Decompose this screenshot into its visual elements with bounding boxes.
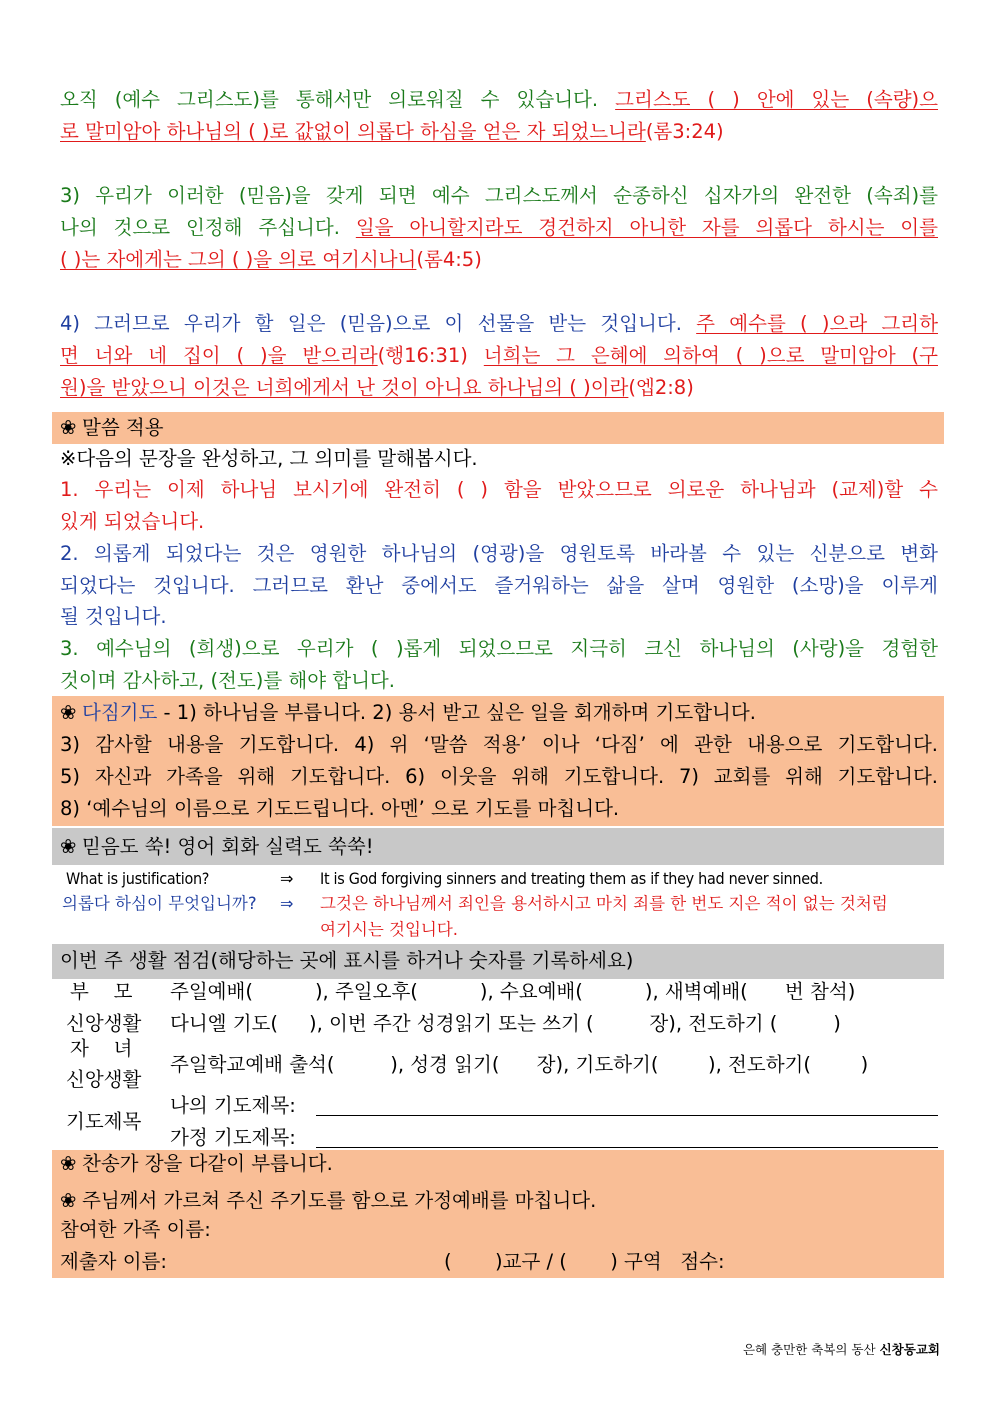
check-children-label: 자 녀 (70, 1037, 133, 1060)
application-item2-line2: 되었다는 것입니다. 그러므로 환난 중에서도 즐거워하는 삶을 살며 영원한 (소망)을 이루게 (60, 574, 938, 597)
p3-line1: 3) 우리가 이러한 (믿음)을 갖게 되면 예수 그리스도께서 순종하신 십자가의 완전한 (속죄)를 (60, 184, 938, 207)
check-children-faith-label: 신앙생활 (66, 1068, 142, 1091)
check-children-faith: 주일학교예배 출석( ), 성경 읽기( 장), 기도하기( ), 전도하기( ) (170, 1053, 869, 1076)
check-parents-worship: 주일예배( ), 주일오후( ), 수요예배( ), 새벽예배( 번 참석) (170, 980, 856, 1003)
flower-icon: ❀ (60, 1189, 77, 1212)
flower-icon: ❀ (60, 835, 77, 858)
check-heading: 이번 주 생활 점검(해당하는 곳에 표시를 하거나 숫자를 기록하세요) (60, 949, 634, 972)
prayer-line1: ❀ 다짐기도 - 1) 하나님을 부릅니다. 2) 용서 받고 싶은 일을 회개하며 기도합니다. (60, 697, 938, 729)
application-item1-line1: 1. 우리는 이제 하나님 보시기에 완전히 ( ) 함을 받았으므로 의로운 하나님과 (교제)할 수 (60, 478, 938, 501)
church-name: 신창동교회 (879, 1342, 940, 1357)
my-prayer-field[interactable] (316, 1115, 938, 1116)
prayer-line4: 8) ‘예수님의 이름으로 기도드립니다. 아멘’ 으로 기도를 마칩니다. (60, 797, 620, 820)
application-item3-line1: 3. 예수님의 (희생)으로 우리가 ( )롭게 되었으므로 지극히 크신 하나님의 (사랑)을 경험한 (60, 637, 938, 660)
p4-line3: 원)을 받았으니 이것은 너희에게서 난 것이 아니요 하나님의 ( )이라(엡2:8) (60, 376, 694, 399)
check-parents-faith: 다니엘 기도( ), 이번 주간 성경읽기 또는 쓰기 ( 장), 전도하기 ( ) (170, 1012, 841, 1035)
korean-question: 의롭다 하심이 무엇입니까? (62, 894, 257, 913)
application-item1-line2: 있게 되었습니다. (60, 510, 205, 533)
arrow-icon: ⇒ (280, 894, 294, 913)
arrow-icon: ⇒ (280, 869, 294, 888)
application-heading: ❀ 말씀 적용 (60, 412, 938, 444)
check-parents-faith-label: 신앙생활 (66, 1012, 142, 1035)
lords-prayer-line: ❀ 주님께서 가르쳐 주신 주기도를 함으로 가정예배를 마칩니다. (60, 1185, 938, 1217)
family-names-label: 참여한 가족 이름: (60, 1218, 211, 1241)
p4-line1: 4) 그러므로 우리가 할 일은 (믿음)으로 이 선물을 받는 것입니다. 주 예수를 ( )으라 그리하 (60, 312, 938, 335)
p2-line2: 로 말미암아 하나님의 ( )로 값없이 의롭다 하심을 얻은 자 되었느니라(롬3:24) (60, 120, 724, 143)
prayer-line3: 5) 자신과 가족을 위해 기도합니다. 6) 이웃을 위해 기도합니다. 7) 교회를 위해 기도합니다. (60, 765, 938, 788)
english-question: What is justification? (66, 869, 210, 888)
korean-answer-line2: 여기시는 것입니다. (320, 920, 459, 939)
check-prayer-label: 기도제목 (66, 1110, 142, 1133)
korean-answer-line1: 그것은 하나님께서 죄인을 용서하시고 마치 죄를 한 번도 지은 적이 없는 것처럼 (320, 894, 888, 913)
family-prayer-label: 가정 기도제목: (170, 1126, 296, 1149)
my-prayer-label: 나의 기도제목: (170, 1094, 296, 1117)
hymn-line: ❀ 찬송가 장을 다같이 부릅니다. (60, 1148, 938, 1180)
application-item2-line1: 2. 의롭게 되었다는 것은 영원한 하나님의 (영광)을 영원토록 바라볼 수 있는 신분으로 변화 (60, 542, 938, 565)
application-instruction: ※다음의 문장을 완성하고, 그 의미를 말해봅시다. (60, 447, 478, 470)
flower-icon: ❀ (60, 701, 77, 724)
english-answer: It is God forgiving sinners and treating them as if they had never sinned. (320, 869, 823, 888)
p4-line2: 면 너와 네 집이 ( )을 받으리라(행16:31) 너희는 그 은혜에 의하여 ( )으로 말미암아 (구 (60, 344, 938, 367)
english-heading: ❀ 믿음도 쑥! 영어 회화 실력도 쑥쑥! (60, 831, 938, 863)
check-parents-label: 부 모 (70, 980, 133, 1003)
p2-line1: 오직 (예수 그리스도)를 통해서만 의로워질 수 있습니다. 그리스도 ( ) 안에 있는 (속량)으 (60, 88, 938, 111)
submitter-label: 제출자 이름: (60, 1250, 167, 1273)
flower-icon: ❀ (60, 1152, 77, 1175)
prayer-line2: 3) 감사할 내용을 기도합니다. 4) 위 ‘말씀 적용’ 이나 ‘다짐’ 에 관한 내용으로 기도합니다. (60, 733, 938, 756)
flower-icon: ❀ (60, 416, 77, 439)
application-item3-line2: 것이며 감사하고, (전도)를 해야 합니다. (60, 669, 395, 692)
footer: 은혜 충만한 축복의 동산 신창동교회 (742, 1342, 940, 1357)
district-field: ( )교구 / ( ) 구역 점수: (444, 1250, 725, 1273)
p3-line2: 나의 것으로 인정해 주십니다. 일을 아니할지라도 경건하지 아니한 자를 의롭다 하시는 이를 (60, 216, 938, 239)
application-item2-line3: 될 것입니다. (60, 605, 167, 628)
p3-line3: ( )는 자에게는 그의 ( )을 의로 여기시나니(롬4:5) (60, 248, 482, 271)
